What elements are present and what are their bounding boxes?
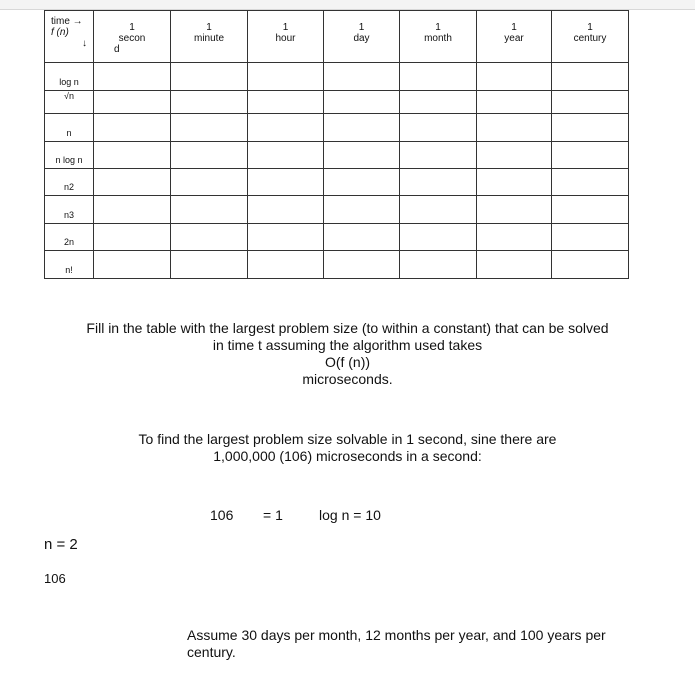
col-num: 1: [282, 22, 289, 33]
answer-cell[interactable]: [477, 251, 552, 279]
row-label: 2n: [45, 224, 94, 251]
answer-cell[interactable]: [477, 224, 552, 251]
table-row: [45, 142, 629, 169]
table-row: [45, 169, 629, 196]
col-unit: month: [424, 33, 452, 44]
answer-cell[interactable]: [324, 91, 400, 114]
explanation-paragraph: [0, 431, 695, 465]
equation-part: = 1: [263, 507, 283, 523]
corner-arrow: ↓: [82, 38, 87, 49]
answer-cell[interactable]: [477, 196, 552, 224]
answer-cell[interactable]: [552, 142, 629, 169]
col-header-year: [477, 11, 552, 63]
top-bar: [0, 0, 695, 10]
answer-cell[interactable]: [477, 169, 552, 196]
answer-cell[interactable]: [248, 169, 324, 196]
answer-cell[interactable]: [477, 114, 552, 142]
answer-cell[interactable]: [477, 63, 552, 91]
answer-cell[interactable]: [94, 224, 171, 251]
instructions-line: in time t assuming the algorithm used takes: [212, 337, 483, 353]
row-label: n!: [45, 251, 94, 279]
answer-cell[interactable]: [324, 196, 400, 224]
col-num: 1: [435, 22, 441, 33]
col-num: 1: [129, 22, 135, 33]
answer-cell[interactable]: [400, 63, 477, 91]
answer-cell[interactable]: [552, 251, 629, 279]
answer-cell[interactable]: [248, 251, 324, 279]
answer-cell[interactable]: [248, 91, 324, 114]
answer-cell[interactable]: [171, 196, 248, 224]
answer-cell[interactable]: [400, 91, 477, 114]
row-label: n3: [45, 196, 94, 224]
answer-cell[interactable]: [94, 142, 171, 169]
answer-cell[interactable]: [171, 63, 248, 91]
instructions-line: Fill in the table with the largest problem size (to within a constant) that can be solved: [86, 320, 609, 336]
col-unit: hour: [275, 33, 296, 44]
table-row: [45, 63, 629, 91]
equation-part: 106: [210, 507, 234, 523]
answer-cell[interactable]: [171, 114, 248, 142]
row-label: n: [45, 114, 94, 142]
table-row: [45, 251, 629, 279]
col-header-second: [94, 11, 171, 63]
answer-cell[interactable]: [477, 142, 552, 169]
answer-cell[interactable]: [171, 251, 248, 279]
corner-time: time →: [51, 16, 83, 27]
header-row: [45, 11, 629, 63]
answer-cell[interactable]: [324, 114, 400, 142]
table-row: [45, 91, 629, 114]
answer-cell[interactable]: [171, 224, 248, 251]
answer-cell[interactable]: [248, 224, 324, 251]
assumption-line: century.: [187, 644, 236, 660]
explanation-line: 1,000,000 (106) microseconds in a second:: [213, 448, 482, 464]
answer-cell[interactable]: [171, 169, 248, 196]
col-num: 1: [587, 22, 593, 33]
col-header-minute: [171, 11, 248, 63]
col-unit-cont: d: [114, 44, 120, 55]
answer-cell[interactable]: [477, 91, 552, 114]
row-label: n2: [45, 169, 94, 196]
col-header-century: [552, 11, 629, 63]
table-row: [45, 196, 629, 224]
equation-part: log n = 10: [319, 507, 381, 523]
answer-cell[interactable]: [552, 63, 629, 91]
col-header-hour: [248, 11, 324, 63]
answer-cell[interactable]: [248, 114, 324, 142]
col-header-month: [400, 11, 477, 63]
answer-cell[interactable]: [324, 63, 400, 91]
answer-cell[interactable]: [324, 251, 400, 279]
col-num: 1: [206, 22, 212, 33]
instructions-line: O(f (n)): [324, 354, 371, 370]
answer-cell[interactable]: [552, 91, 629, 114]
answer-cell[interactable]: [552, 196, 629, 224]
answer-cell[interactable]: [552, 169, 629, 196]
assumption-paragraph: [187, 627, 606, 661]
answer-cell[interactable]: [171, 142, 248, 169]
corner-cell: [45, 11, 94, 63]
col-unit: year: [504, 33, 524, 44]
answer-cell[interactable]: [94, 63, 171, 91]
instructions-line: microseconds.: [302, 371, 393, 387]
answer-cell[interactable]: [248, 63, 324, 91]
n-equation: n = 2: [44, 536, 78, 553]
instructions-paragraph: [0, 320, 695, 388]
table-row: [45, 224, 629, 251]
answer-cell[interactable]: [552, 224, 629, 251]
answer-cell[interactable]: [400, 169, 477, 196]
row-label: log n: [45, 63, 94, 91]
answer-cell[interactable]: [171, 91, 248, 114]
col-unit: day: [353, 33, 370, 44]
col-num: 1: [358, 22, 365, 33]
answer-cell[interactable]: [248, 196, 324, 224]
answer-cell[interactable]: [400, 142, 477, 169]
col-unit: minute: [193, 33, 224, 44]
explanation-line: To find the largest problem size solvable in 1 second, sine there are: [138, 431, 557, 447]
complexity-table: [44, 10, 629, 279]
col-unit: century: [573, 33, 607, 44]
ten-power-six: 106: [44, 571, 66, 586]
table-row: [45, 114, 629, 142]
answer-cell[interactable]: [400, 251, 477, 279]
answer-cell[interactable]: [400, 224, 477, 251]
corner-fn: f (n): [51, 27, 69, 38]
answer-cell[interactable]: [94, 251, 171, 279]
row-label: √n: [45, 91, 94, 114]
answer-cell[interactable]: [324, 142, 400, 169]
answer-cell[interactable]: [94, 196, 171, 224]
answer-cell[interactable]: [94, 114, 171, 142]
col-unit: secon: [118, 33, 146, 44]
answer-cell[interactable]: [324, 224, 400, 251]
row-label: n log n: [45, 142, 94, 169]
answer-cell[interactable]: [400, 196, 477, 224]
answer-cell[interactable]: [400, 114, 477, 142]
answer-cell[interactable]: [324, 169, 400, 196]
col-header-day: [324, 11, 400, 63]
answer-cell[interactable]: [94, 91, 171, 114]
col-num: 1: [511, 22, 517, 33]
answer-cell[interactable]: [248, 142, 324, 169]
assumption-line: Assume 30 days per month, 12 months per year, and 100 years per: [187, 627, 606, 643]
answer-cell[interactable]: [94, 169, 171, 196]
answer-cell[interactable]: [552, 114, 629, 142]
